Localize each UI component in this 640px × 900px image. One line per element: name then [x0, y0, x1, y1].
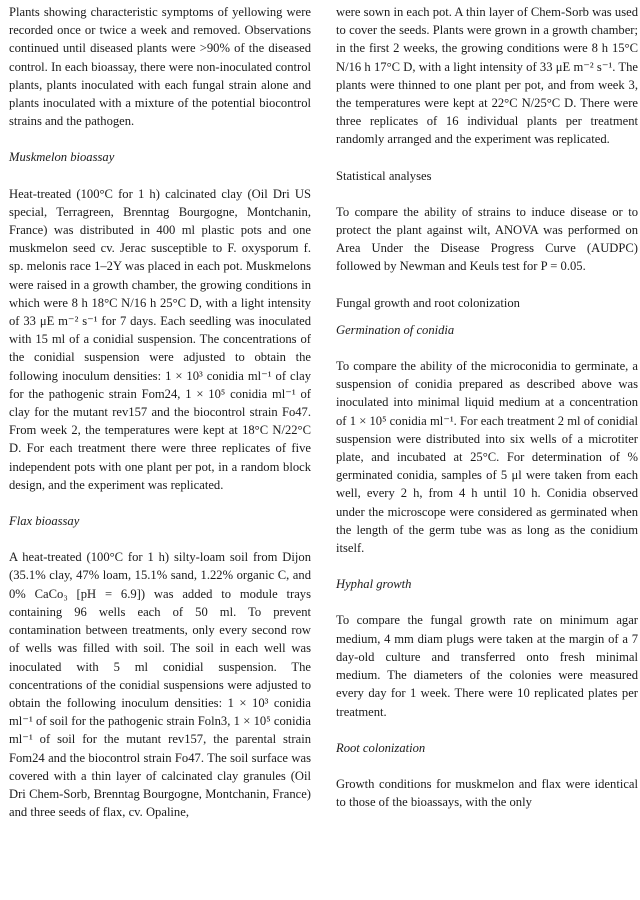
seed-sowing-paragraph: were sown in each pot. A thin layer of Chem-Sorb was used to cover the seeds. Plants were grown in a growth chamber; in the first 2 weeks, the growing conditions were 8 h 15°C N/16 h 17°C D, with a light intensity of 33 μE m⁻² s⁻¹. The plants were thinned to one plant per pot, and from week 3, the temperatures were kept at 22°C N/25°C D. There were three replicates of 16 individual plants per treatment randomly arranged and the experiment was replicated.: [336, 5, 638, 147]
flax-paragraph: A heat-treated (100°C for 1 h) silty-loam soil from Dijon (35.1% clay, 47% loam, 15.1% sand, 1.22% organic C, and 0% CaCo₃ [pH = 6.9]) was added to module trays containing 96 wells each of 50 ml. To prevent contamination between treatments, only every second row of wells was filled with soil. The soil in each well was inoculated with 5 ml conidial suspension. The concentrations of the conidial suspensions were adjusted to obtain the following inoculum densities: 1 × 10³ conidia ml⁻¹ of soil for the pathogenic strain Foln3, 1 × 10⁵ conidia ml⁻¹ of soil for the mutant rev157, the parental strain Fom24 and the biocontrol strain Fo47. The soil surface was covered with a thin layer of calcinated clay granules (Oil Dri Chem-Sorb, Brenntag Bourgogne, Montchanin, France) and three seeds of flax, cv. Opaline,: [9, 550, 311, 820]
germination-heading: Germination of conidia: [336, 322, 455, 337]
muskmelon-paragraph: Heat-treated (100°C for 1 h) calcinated clay (Oil Dri US special, Terragreen, Brenntag Bourgogne, Montchanin, France) was distributed in 400 ml plastic pots and one muskmelon seed cv. Jerac susceptible to F. oxysporum f. sp. melonis race 1–2Y was placed in each pot. Muskmelons were raised in a growth chamber, the growing conditions in which were 8 h 18°C N/16 h 25°C D, with a light intensity of 33 μE m⁻² s⁻¹ for 7 days. Each seedling was inoculated with 15 ml of a conidial suspension. The concentrations of the conidial suspension were adjusted to obtain the following inoculum densities: 1 × 10³ conidia ml⁻¹ of clay for the pathogenic strain Fom24, 1 × 10⁵ conidia ml⁻¹ of clay for the mutant rev157 and the biocontrol strain Fo47. From week 2, the temperatures were kept at 18°C N/22°C D. For each treatment there were three replicates of five independent pots with one plant per pot, in a random block design, and the experiment was replicated.: [9, 186, 311, 492]
intro-paragraph: Plants showing characteristic symptoms of yellowing were recorded once or twice a week and removed. Observations continued until diseased plants were >90% of the diseased control. In each bioassay, there were non-inoculated control plants, plants inoculated with each fungal strain alone and plants inoculated with a mixture of the potential biocontrol strains and the pathogen.: [9, 5, 311, 129]
root-colonization-heading: Root colonization: [336, 740, 426, 755]
hyphal-growth-heading: Hyphal growth: [336, 577, 412, 592]
root-colonization-paragraph: Growth conditions for muskmelon and flax were identical to those of the bioassays, with the only: [336, 776, 638, 810]
statistical-analyses-heading: Statistical analyses: [336, 168, 432, 183]
statistical-analyses-paragraph: To compare the ability of strains to induce disease or to protect the plant against wilt, ANOVA was performed on Area Under the Disease Progress Curve (AUDPC) followed by Newman and Keuls test for P = 0.05.: [336, 204, 638, 274]
right-column: [336, 3, 638, 811]
flax-heading: Flax bioassay: [9, 514, 80, 529]
hyphal-growth-paragraph: To compare the fungal growth rate on minimum agar medium, 4 mm diam plugs were taken at the margin of a 7 day-old culture and transferred onto fresh minimal medium. The diameters of the colonies were measured every day for 1 week. There were 10 replicated plates per treatment.: [336, 613, 638, 719]
muskmelon-heading: Muskmelon bioassay: [9, 150, 115, 165]
fungal-growth-heading: Fungal growth and root colonization: [336, 295, 520, 310]
germination-paragraph: To compare the ability of the microconidia to germinate, a suspension of conidia prepared as described above was inoculated into minimal liquid medium at a concentration of 1 × 10⁵ conidia ml⁻¹. For each treatment 2 ml of conidial suspension were distributed into six wells of a microtiter plate, and incubated at 25°C. For determination of % germinated conidia, samples of 5 μl were taken from each well, every 2 h, from 4 h until 10 h. Conidia observed under the microscope were considered as germinated when the length of the germ tube was as long as the conidium itself.: [336, 359, 638, 556]
left-column: [9, 3, 311, 821]
